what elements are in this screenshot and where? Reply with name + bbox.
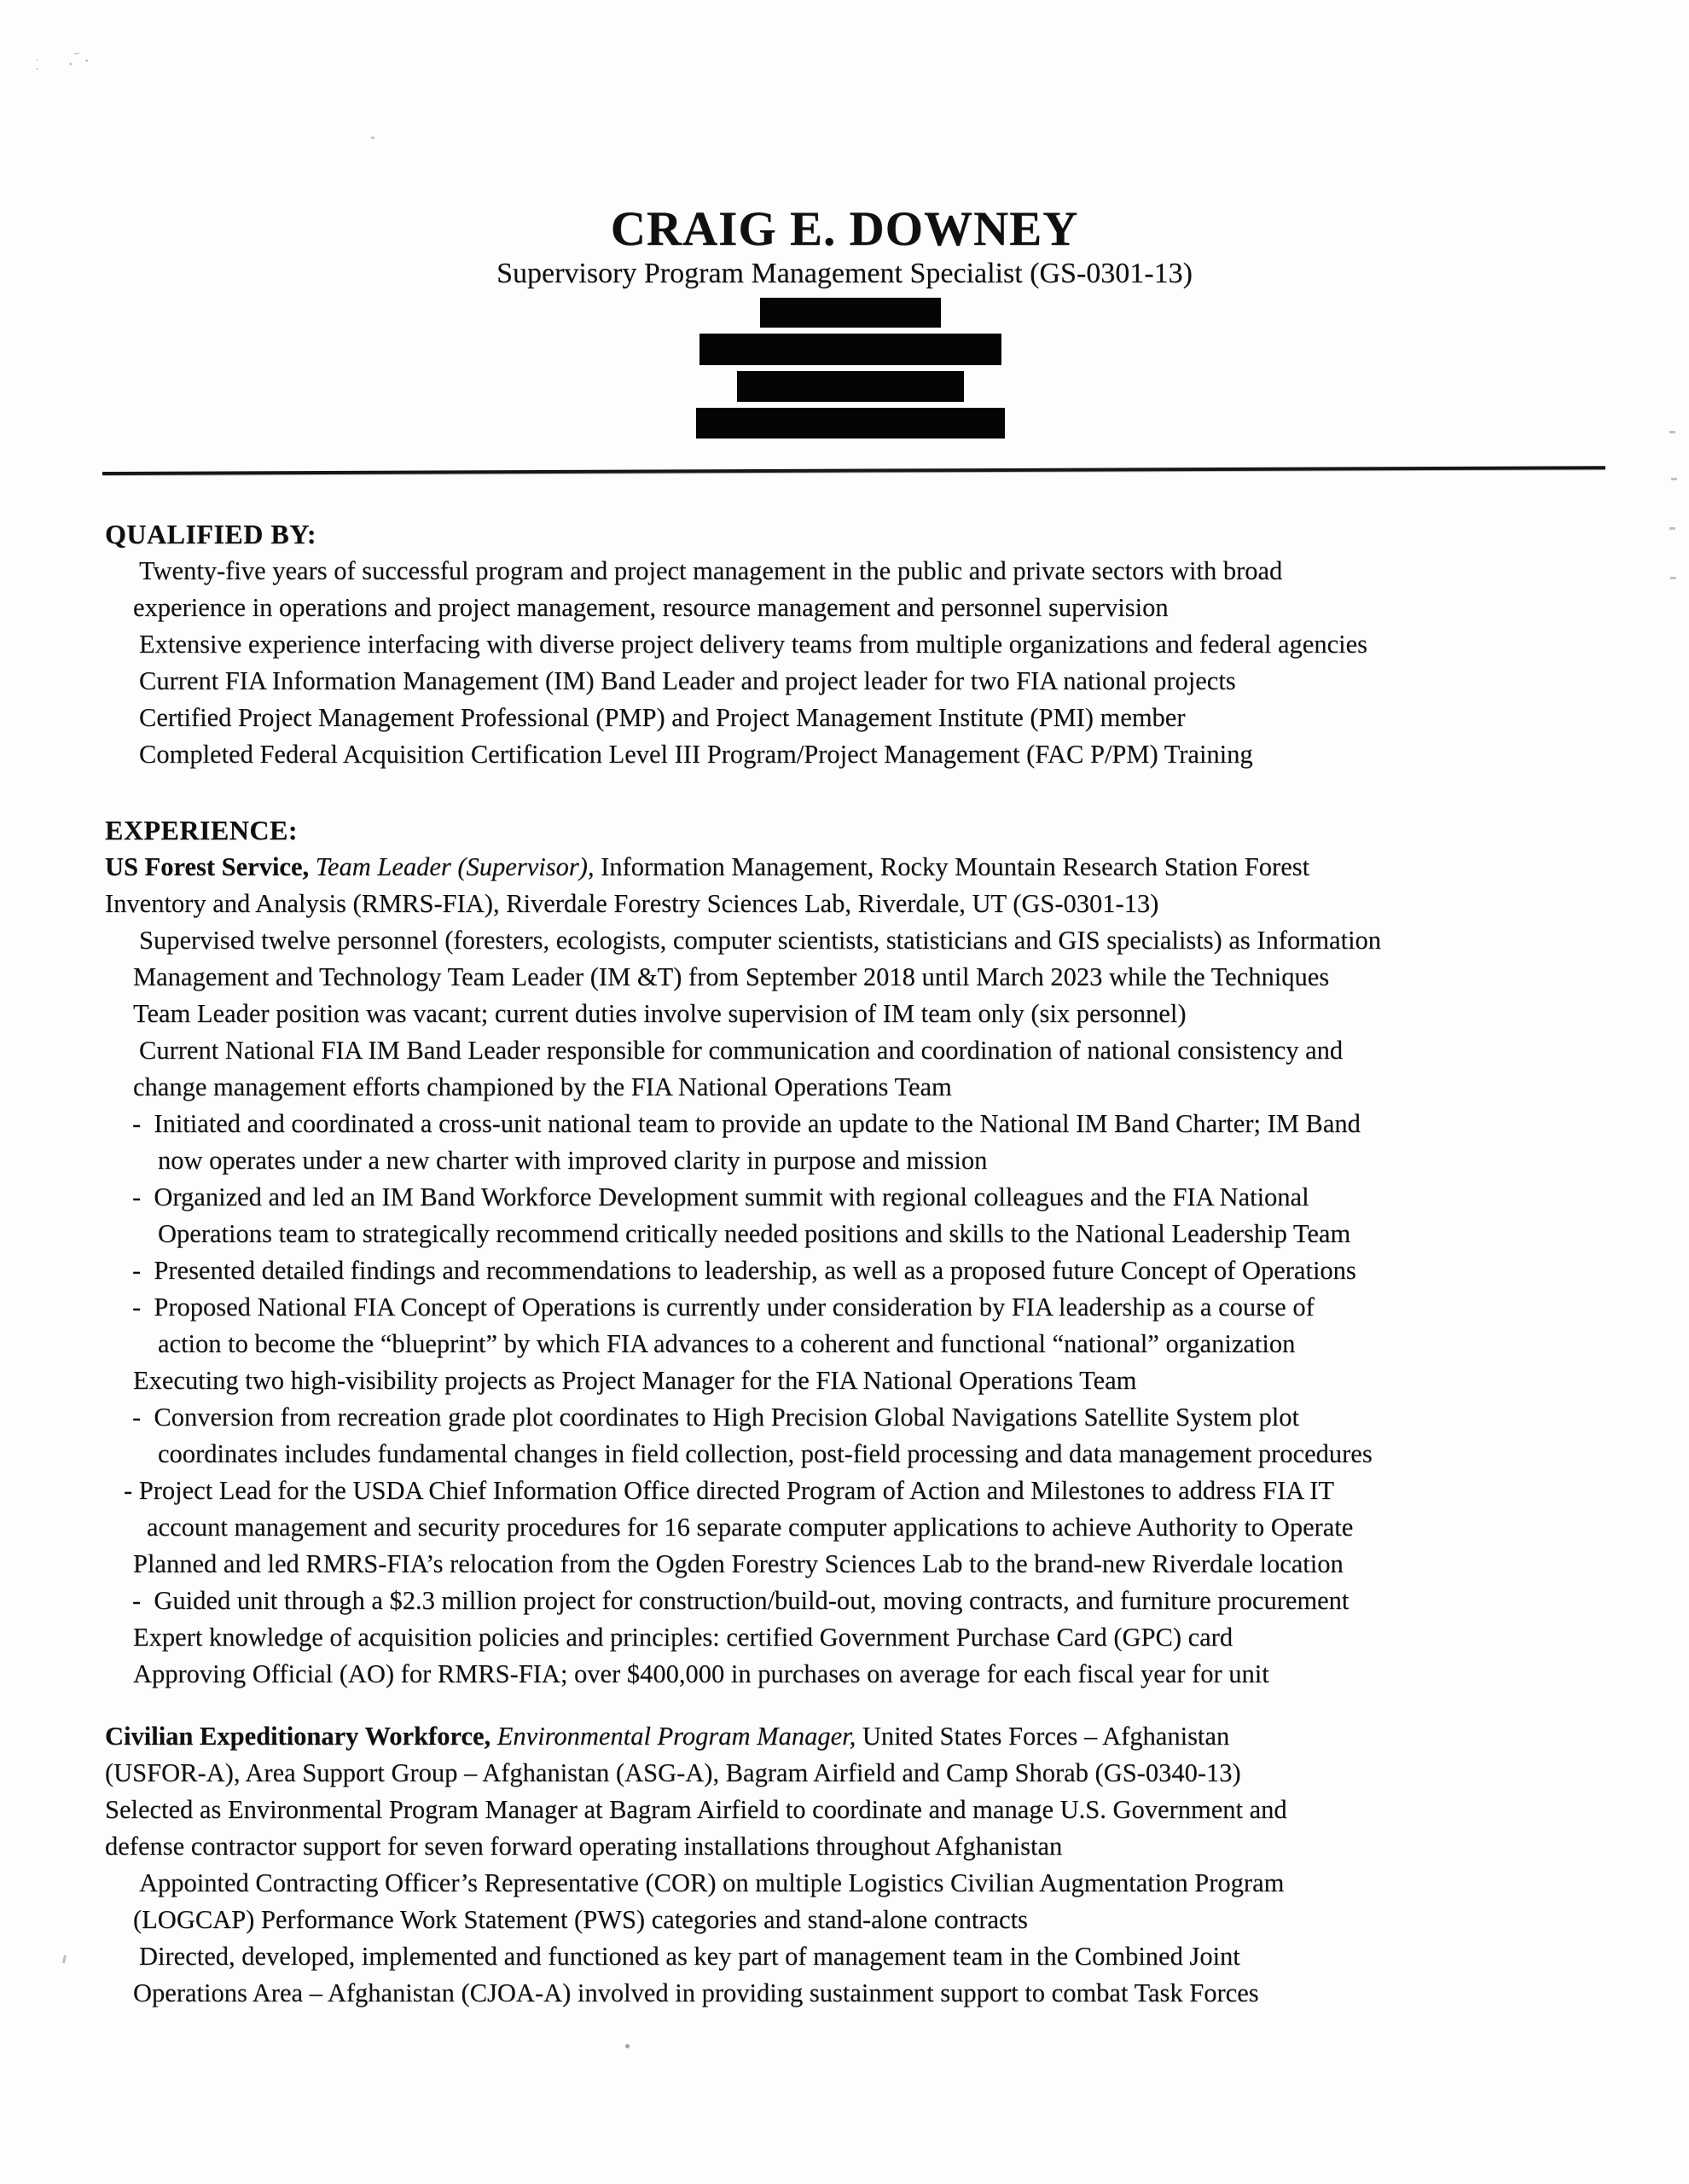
text-run: defense contractor support for seven forward operating installations throughout Afghanistan	[105, 1832, 1063, 1861]
text-run: Appointed Contracting Officer’s Representative (COR) on multiple Logistics Civilian Augmentation Program	[139, 1868, 1285, 1897]
text-line	[0, 1179, 1689, 1216]
text-line	[0, 1509, 1689, 1546]
text-line	[0, 1902, 1689, 1938]
text-run: change management efforts championed by the FIA National Operations Team	[133, 1072, 952, 1101]
text-run: Selected as Environmental Program Manager at Bagram Airfield to coordinate and manage U.S. Government and	[105, 1795, 1287, 1824]
text-line	[0, 1069, 1689, 1106]
redaction-bar	[699, 334, 1001, 365]
text-run: - Initiated and coordinated a cross-unit national team to provide an update to the National IM Band Charter; IM Band	[132, 1109, 1361, 1138]
redaction-bar	[696, 408, 1005, 439]
text-line	[0, 626, 1689, 663]
text-line	[0, 1656, 1689, 1693]
text-run: Operations team to strategically recommend critically needed positions and skills to the National Leadership Team	[158, 1219, 1351, 1248]
redaction-bar	[737, 371, 964, 402]
text-line	[0, 1975, 1689, 2012]
text-run: Operations Area – Afghanistan (CJOA-A) involved in providing sustainment support to combat Task Forces	[133, 1978, 1259, 2007]
text-line	[0, 1546, 1689, 1583]
text-line	[0, 886, 1689, 922]
resume-body	[0, 516, 1689, 2012]
text-line	[0, 922, 1689, 959]
text-line	[0, 1326, 1689, 1362]
text-run: action to become the “blueprint” by which FIA advances to a coherent and functional “national” organization	[158, 1329, 1296, 1358]
text-line	[0, 736, 1689, 773]
text-line	[0, 1472, 1689, 1509]
text-line	[0, 1619, 1689, 1656]
text-run: Information Management, Rocky Mountain Research Station Forest	[601, 852, 1310, 881]
text-run: Inventory and Analysis (RMRS-FIA), Riverdale Forestry Sciences Lab, Riverdale, UT (GS-0301-13)	[105, 889, 1159, 918]
text-run: Directed, developed, implemented and functioned as key part of management team in the Combined Joint	[139, 1942, 1240, 1971]
text-line	[0, 1362, 1689, 1399]
scan-noise-mark: ․ˉ․	[65, 46, 94, 70]
text-line	[0, 663, 1689, 700]
text-run: Supervised twelve personnel (foresters, ecologists, computer scientists, statisticians and GIS specialists) as Information	[139, 926, 1382, 955]
divider-line	[102, 466, 1605, 475]
text-line	[0, 1755, 1689, 1792]
text-run: - Presented detailed findings and recommendations to leadership, as well as a proposed future Concept of Operations	[132, 1256, 1356, 1285]
text-run: Management and Technology Team Leader (IM &T) from September 2018 until March 2023 while the Techniques	[133, 962, 1330, 991]
scan-edge-tick	[1671, 478, 1677, 480]
text-run: United States Forces – Afghanistan	[862, 1722, 1230, 1751]
text-run: Twenty-five years of successful program and project management in the public and private sectors with broad	[139, 556, 1283, 585]
text-line	[0, 1828, 1689, 1865]
text-run: Current FIA Information Management (IM) Band Leader and project leader for two FIA national projects	[139, 666, 1236, 695]
text-line	[0, 1865, 1689, 1902]
text-run: - Proposed National FIA Concept of Operations is currently under consideration by FIA leadership as a course of	[132, 1292, 1315, 1321]
text-line	[0, 959, 1689, 996]
text-line	[0, 1718, 1689, 1755]
text-run: Team Leader (Supervisor),	[315, 852, 601, 881]
text-line	[0, 590, 1689, 626]
text-run: experience in operations and project management, resource management and personnel supervision	[133, 593, 1169, 622]
text-run: - Guided unit through a $2.3 million project for construction/build-out, moving contracts, and furniture procurement	[132, 1586, 1349, 1615]
text-run: Civilian Expeditionary Workforce,	[105, 1722, 497, 1751]
text-run: coordinates includes fundamental changes in field collection, post-field processing and data management procedures	[158, 1439, 1373, 1468]
text-line	[0, 1399, 1689, 1436]
scan-noise-mark: ˈ․	[29, 56, 44, 74]
text-line	[0, 700, 1689, 736]
text-line	[0, 1792, 1689, 1828]
text-line	[0, 996, 1689, 1032]
text-run: - Project Lead for the USDA Chief Information Office directed Program of Action and Milestones to address FIA IT	[124, 1476, 1335, 1505]
section-heading: QUALIFIED BY:	[105, 519, 317, 549]
text-run: Planned and led RMRS-FIA’s relocation from the Ogden Forestry Sciences Lab to the brand-new Riverdale location	[133, 1549, 1344, 1578]
text-run: (USFOR-A), Area Support Group – Afghanistan (ASG-A), Bagram Airfield and Camp Shorab (GS-0340-13)	[105, 1758, 1241, 1787]
text-line	[0, 1938, 1689, 1975]
scan-speck	[371, 136, 374, 139]
text-run: now operates under a new charter with improved clarity in purpose and mission	[158, 1146, 988, 1175]
text-line	[0, 849, 1689, 886]
text-run: Executing two high-visibility projects as Project Manager for the FIA National Operations Team	[133, 1366, 1137, 1395]
text-line	[0, 1142, 1689, 1179]
text-run: Completed Federal Acquisition Certification Level III Program/Project Management (FAC P/PM) Training	[139, 740, 1253, 769]
text-run: account management and security procedures for 16 separate computer applications to achieve Authority to Operate	[147, 1513, 1354, 1542]
text-run: - Organized and led an IM Band Workforce Development summit with regional colleagues and the FIA National	[132, 1182, 1309, 1211]
text-line	[0, 1289, 1689, 1326]
text-line	[0, 553, 1689, 590]
text-run: Certified Project Management Professional (PMP) and Project Management Institute (PMI) member	[139, 703, 1186, 732]
text-line	[0, 1436, 1689, 1472]
text-run: Approving Official (AO) for RMRS-FIA; over $400,000 in purchases on average for each fiscal year for unit	[133, 1659, 1269, 1688]
text-line	[0, 1252, 1689, 1289]
candidate-name: CRAIG E. DOWNEY	[610, 202, 1079, 256]
redaction-bar	[760, 298, 941, 328]
text-line	[0, 1032, 1689, 1069]
text-run: US Forest Service,	[105, 852, 316, 881]
section-heading: EXPERIENCE:	[105, 815, 298, 845]
text-run: Extensive experience interfacing with diverse project delivery teams from multiple organizations and federal agencies	[139, 630, 1367, 659]
text-run: Expert knowledge of acquisition policies and principles: certified Government Purchase Card (GPC) card	[133, 1623, 1233, 1652]
text-run: - Conversion from recreation grade plot coordinates to High Precision Global Navigations Satellite System plot	[132, 1403, 1299, 1432]
redacted-contact-block	[6, 298, 1689, 444]
scan-speck	[625, 2044, 630, 2048]
candidate-job-title: Supervisory Program Management Specialist (GS-0301-13)	[496, 258, 1193, 289]
text-line	[0, 1583, 1689, 1619]
text-run: Team Leader position was vacant; current duties involve supervision of IM team only (six personnel)	[133, 999, 1187, 1028]
text-run: (LOGCAP) Performance Work Statement (PWS) categories and stand-alone contracts	[133, 1905, 1028, 1934]
text-run: Environmental Program Manager,	[496, 1722, 862, 1751]
text-line	[0, 1216, 1689, 1252]
text-line	[0, 1106, 1689, 1142]
text-run: Current National FIA IM Band Leader responsible for communication and coordination of national consistency and	[139, 1036, 1344, 1065]
